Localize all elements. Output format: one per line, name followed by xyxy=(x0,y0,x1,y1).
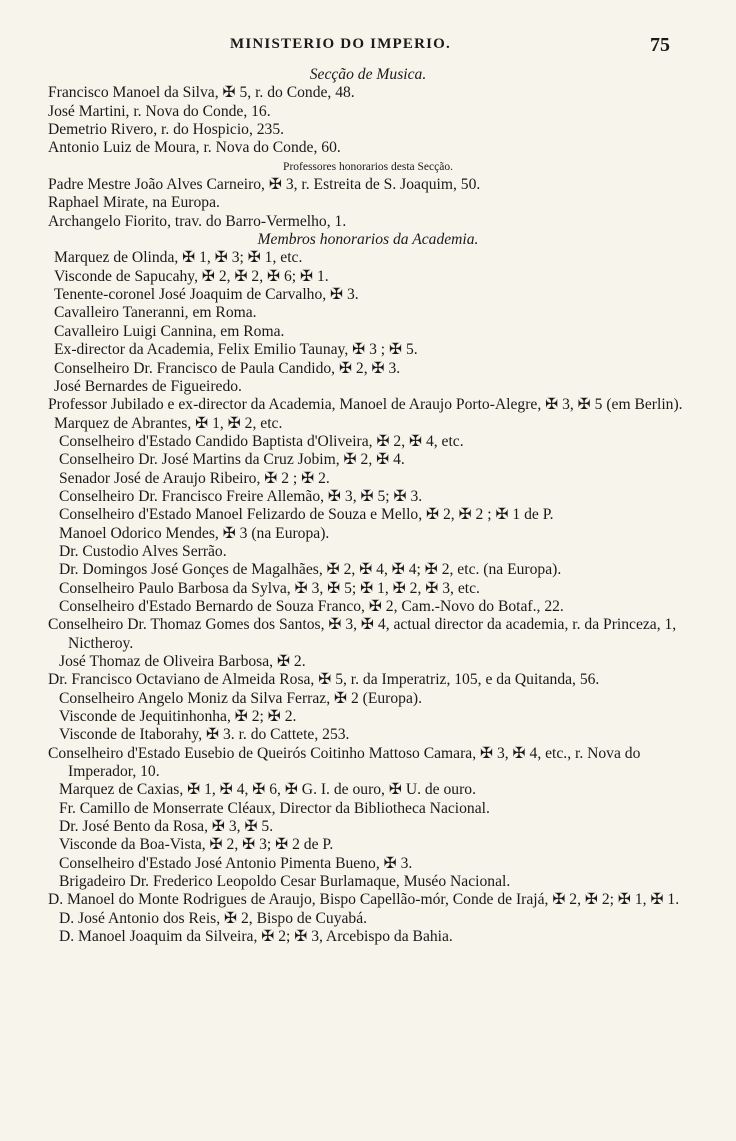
list-item: Visconde de Itaborahy, ✠ 3. r. do Cattete, 253. xyxy=(59,726,350,744)
list-item: Archangelo Fiorito, trav. do Barro-Vermelho, 1. xyxy=(48,212,347,230)
list-item: Conselheiro d'Estado Manoel Felizardo de Souza e Mello, ✠ 2, ✠ 2 ; ✠ 1 de P. xyxy=(59,506,554,524)
page-content xyxy=(48,66,688,947)
list-item: Marquez de Caxias, ✠ 1, ✠ 4, ✠ 6, ✠ G. I. de ouro, ✠ U. de ouro. xyxy=(59,781,476,799)
list-item: D. José Antonio dos Reis, ✠ 2, Bispo de Cuyabá. xyxy=(59,909,368,927)
list-item: D. Manoel do Monte Rodrigues de Araujo, Bispo Capellão-mór, Conde de Irajá, ✠ 2, ✠ 2; ✠ 1, ✠ 1. xyxy=(48,891,680,909)
list-item: José Martini, r. Nova do Conde, 16. xyxy=(48,102,271,120)
members-title: Membros honorarios da Academia. xyxy=(257,231,479,249)
list-item: Conselheiro d'Estado Eusebio de Queirós Coitinho Mattoso Camara, ✠ 3, ✠ 4, etc., r. Nova do Imperador, 10. xyxy=(48,744,641,781)
list-item: Manoel Odorico Mendes, ✠ 3 (na Europa). xyxy=(59,524,330,542)
list-item: D. Manoel Joaquim da Silveira, ✠ 2; ✠ 3, Arcebispo da Bahia. xyxy=(59,928,453,946)
list-item: Senador José de Araujo Ribeiro, ✠ 2 ; ✠ 2. xyxy=(59,469,330,487)
list-item: Conselheiro Angelo Moniz da Silva Ferraz, ✠ 2 (Europa). xyxy=(59,689,422,707)
list-item: Dr. Francisco Octaviano de Almeida Rosa, ✠ 5, r. da Imperatriz, 105, e da Quitanda, 56. xyxy=(48,671,600,689)
page-number: 75 xyxy=(650,34,670,56)
list-item: Cavalleiro Luigi Cannina, em Roma. xyxy=(54,322,285,340)
list-item: Francisco Manoel da Silva, ✠ 5, r. do Conde, 48. xyxy=(48,84,355,102)
list-item: Tenente-coronel José Joaquim de Carvalho, ✠ 3. xyxy=(54,286,359,304)
list-item: Conselheiro Dr. Francisco de Paula Candido, ✠ 2, ✠ 3. xyxy=(54,359,401,377)
list-item: Conselheiro Dr. Thomaz Gomes dos Santos, ✠ 3, ✠ 4, actual director da academia, r. da Princeza, 1, Nictheroy. xyxy=(48,616,677,652)
list-item: Conselheiro d'Estado Candido Baptista d'Oliveira, ✠ 2, ✠ 4, etc. xyxy=(59,432,464,450)
list-item: Ex-director da Academia, Felix Emilio Taunay, ✠ 3 ; ✠ 5. xyxy=(54,341,418,359)
list-item: Visconde de Jequitinhonha, ✠ 2; ✠ 2. xyxy=(59,708,297,726)
list-item: José Bernardes de Figueiredo. xyxy=(54,377,242,395)
running-title: MINISTERIO DO IMPERIO. xyxy=(230,36,452,52)
list-item: Demetrio Rivero, r. do Hospicio, 235. xyxy=(48,121,285,139)
subsection-title: Professores honorarios desta Secção. xyxy=(283,160,453,173)
list-item: Marquez de Abrantes, ✠ 1, ✠ 2, etc. xyxy=(54,414,283,432)
list-item: Dr. Domingos José Gonçes de Magalhães, ✠ 2, ✠ 4, ✠ 4; ✠ 2, etc. (na Europa). xyxy=(59,561,562,579)
list-item: Fr. Camillo de Monserrate Cléaux, Director da Bibliotheca Nacional. xyxy=(59,799,490,817)
list-item: Visconde de Sapucahy, ✠ 2, ✠ 2, ✠ 6; ✠ 1. xyxy=(54,267,329,285)
page-header xyxy=(0,36,736,56)
list-item: Cavalleiro Taneranni, em Roma. xyxy=(54,304,257,322)
list-item: Conselheiro Paulo Barbosa da Sylva, ✠ 3, ✠ 5; ✠ 1, ✠ 2, ✠ 3, etc. xyxy=(59,579,480,597)
list-item: Conselheiro d'Estado José Antonio Pimenta Bueno, ✠ 3. xyxy=(59,854,413,872)
list-item: Raphael Mirate, na Europa. xyxy=(48,194,220,212)
list-item: Padre Mestre João Alves Carneiro, ✠ 3, r. Estreita de S. Joaquim, 50. xyxy=(48,176,481,194)
list-item: Conselheiro Dr. Francisco Freire Allemão, ✠ 3, ✠ 5; ✠ 3. xyxy=(59,487,423,505)
section-title: Secção de Musica. xyxy=(309,66,427,83)
list-item: José Thomaz de Oliveira Barbosa, ✠ 2. xyxy=(59,653,306,670)
list-item: Brigadeiro Dr. Frederico Leopoldo Cesar Burlamaque, Muséo Nacional. xyxy=(59,873,511,891)
list-item: Visconde da Boa-Vista, ✠ 2, ✠ 3; ✠ 2 de P. xyxy=(59,836,334,854)
list-item: Professor Jubilado e ex-director da Academia, Manoel de Araujo Porto-Alegre, ✠ 3, ✠ 5 (em Berlin). xyxy=(48,396,683,414)
list-item: Conselheiro d'Estado Bernardo de Souza Franco, ✠ 2, Cam.-Novo do Botaf., 22. xyxy=(59,597,564,615)
list-item: Marquez de Olinda, ✠ 1, ✠ 3; ✠ 1, etc. xyxy=(54,249,303,267)
list-item: Dr. Custodio Alves Serrão. xyxy=(59,542,227,560)
list-item: Dr. José Bento da Rosa, ✠ 3, ✠ 5. xyxy=(59,818,274,836)
list-item: Conselheiro Dr. José Martins da Cruz Jobim, ✠ 2, ✠ 4. xyxy=(59,451,405,469)
list-item: Antonio Luiz de Moura, r. Nova do Conde, 60. xyxy=(48,139,341,157)
